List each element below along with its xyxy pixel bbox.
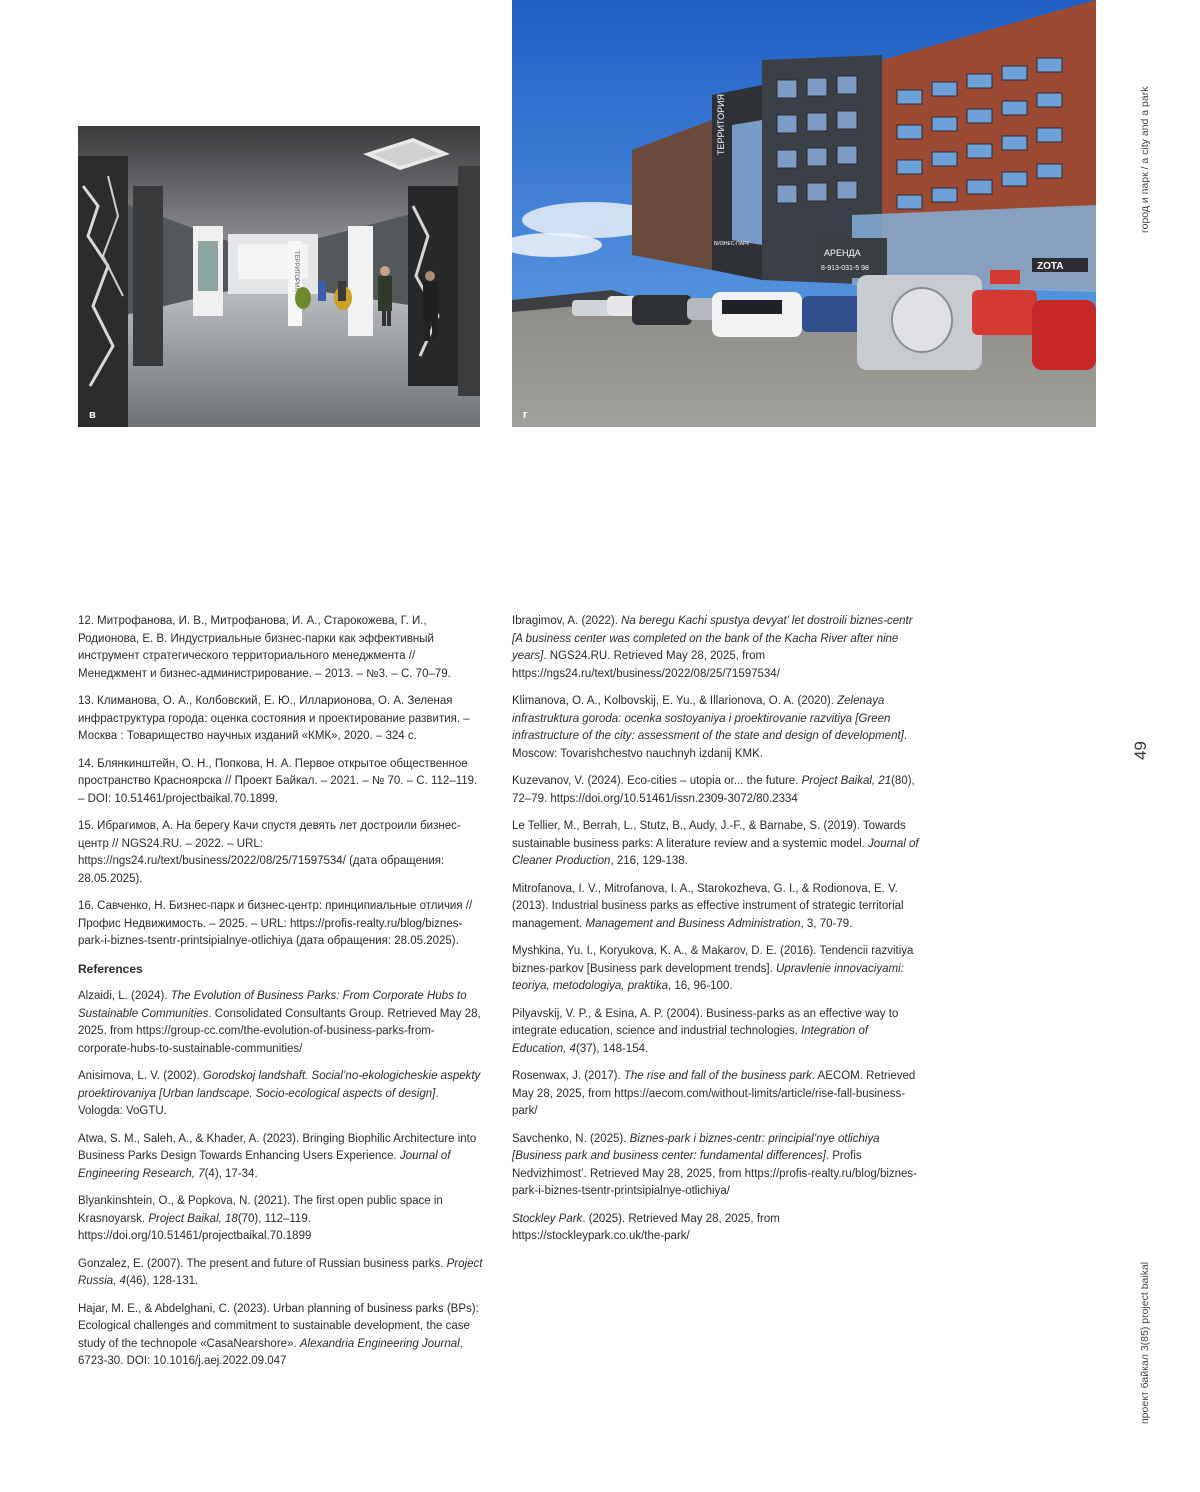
reference-entry [78, 818, 483, 888]
rent-sign: АРЕНДА [824, 248, 861, 258]
references-heading: References [78, 961, 483, 979]
reference-entry [78, 693, 483, 746]
reference-text: 13. Климанова, О. А., Колбовский, Е. Ю., Илларионова, О. А. Зеленая инфраструктура города: оценка состояния и проектирование развития. – Москва : Товарищество научных изданий «КМК», 2020. – 324 с. [78, 695, 470, 742]
reference-entry [512, 1211, 922, 1246]
reference-italic-text: The Evolution of Business Parks: From Corporate Hubs to Sustainable Communities [78, 990, 467, 1020]
building-photo [512, 0, 1096, 427]
phone-number: 8-913-031-5 98 [821, 265, 869, 272]
reference-entry [512, 943, 922, 996]
reference-text: 12. Митрофанова, И. В., Митрофанова, И. А., Старокожева, Г. И., Родионова, Е. В. Индустриальные бизнес-парки как эффективный инструмент стратегического территориального менеджмента // Менеджмент и бизнес-администрирование. – 2013. – №3. – С. 70–79. [78, 615, 451, 680]
reference-italic-text: Project Russia, 4 [78, 1258, 482, 1288]
reference-entry [78, 1193, 483, 1246]
reference-italic-text: Alexandria Engineering Journal [300, 1338, 460, 1350]
reference-text: 14. Блянкинштейн, О. Н., Попкова, Н. А. Первое открытое общественное пространство Красноярска // Проект Байкал. – 2021. – № 70. – С. 112–119. – DOI: 10.51461/projectbaikal.70.1899. [78, 758, 477, 805]
lobby-photo [78, 126, 480, 427]
reference-text: Le Tellier, M., Berrah, L., Stutz, B., Audy, J.-F., & Barnabe, S. (2019). Towards sustainable business parks: A literature review and a systemic model. [512, 820, 906, 850]
reference-text: . Moscow: Tovarishchestvo nauchnyh izdanij KMK. [512, 730, 907, 760]
references-column-right [512, 613, 922, 1256]
reference-text: Ibragimov, A. (2022). [512, 615, 621, 627]
reference-italic-text: The rise and fall of the business park [624, 1070, 812, 1082]
reference-text: Alzaidi, L. (2024). [78, 990, 171, 1002]
reference-italic-text: Zelenaya infrastruktura goroda: ocenka sostoyaniya i proektirovanie razvitiya [Green infrastructure of the city: assessment of the state and design of development] [512, 695, 904, 742]
reference-italic-text: Management and Business Administration [586, 918, 801, 930]
reference-text: Rosenwax, J. (2017). [512, 1070, 624, 1082]
lobby-sign: ТЕРРИТОРИЯ [293, 251, 299, 292]
reference-text: . Consolidated Consultants Group. Retrieved May 28, 2025, from https://group-cc.com/the-evolution-of-business-parks-from-corporate-hubs-to-sustainable-communities/ [78, 1008, 481, 1055]
reference-entry [78, 1301, 483, 1371]
reference-text: Pilyavskij, V. P., & Esina, A. P. (2004). Business-parks as an effective way to integrate education, science and industrial technologies. [512, 1008, 898, 1038]
reference-italic-text: Project Baikal, 18 [148, 1213, 238, 1225]
reference-entry [512, 1068, 922, 1121]
lobby-illustration [78, 126, 480, 427]
reference-entry [78, 988, 483, 1058]
section-label: город и парк / a city and a park [1139, 87, 1151, 233]
reference-text: , 6723-30. DOI: 10.1016/j.aej.2022.09.047 [78, 1338, 463, 1368]
reference-entry [512, 773, 922, 808]
reference-entry [512, 613, 922, 683]
reference-text: , 3, 70-79. [801, 918, 853, 930]
reference-entry [512, 1006, 922, 1059]
reference-entry [78, 1256, 483, 1291]
reference-italic-text: Project Baikal, 21 [802, 775, 892, 787]
reference-italic-text: Biznes-park i biznes-centr: principial’nye otlichiya [Business park and business center: fundamental differences] [512, 1133, 880, 1163]
reference-text: Gonzalez, E. (2007). The present and future of Russian business parks. [78, 1258, 447, 1270]
reference-text: Hajar, M. E., & Abdelghani, C. (2023). Urban planning of business parks (BPs): Ecological challenges and commitment to sustainable development, the case study of the technopole «CasaNearshore». [78, 1303, 479, 1350]
reference-text: Savchenko, N. (2025). [512, 1133, 630, 1145]
references-ru-list [78, 613, 483, 951]
reference-italic-text: Integration of Education, 4 [512, 1025, 868, 1055]
reference-text: Atwa, S. M., Saleh, A., & Khader, A. (2023). Bringing Biophilic Architecture into Business Parks Design Towards Enhancing Users Experience. [78, 1133, 476, 1163]
reference-text: . (2025). Retrieved May 28, 2025, from https://stockleypark.co.uk/the-park/ [512, 1213, 780, 1243]
reference-text: Mitrofanova, I. V., Mitrofanova, I. A., Starokozheva, G. I., & Rodionova, E. V. (2013). Industrial business parks as effective instrument of strategic territorial management. [512, 883, 904, 930]
reference-entry [78, 1131, 483, 1184]
facade-sign: ТЕРРИТОРИЯ [716, 94, 726, 155]
reference-text: (70), 112–119. https://doi.org/10.51461/projectbaikal.70.1899 [78, 1213, 311, 1243]
reference-entry [512, 818, 922, 871]
reference-text: (37), 148-154. [576, 1043, 648, 1055]
journal-label: проект байкал 3(85) project baikal [1139, 1262, 1151, 1424]
reference-italic-text: Upravlenie innovaciyami: teoriya, metodologiya, praktika [512, 963, 904, 993]
facade-subsign: БИЗНЕС-ПАРК [714, 241, 749, 247]
reference-entry [78, 613, 483, 683]
references-en-list-continued [512, 613, 922, 1246]
reference-text: (4), 17-34. [205, 1168, 258, 1180]
reference-entry [512, 693, 922, 763]
reference-italic-text: Stockley Park [512, 1213, 582, 1225]
reference-text: . Vologda: VoGTU. [78, 1088, 439, 1118]
reference-text: 16. Савченко, Н. Бизнес-парк и бизнес-центр: принципиальные отличия // Профис Недвижимость. – 2025. – URL: https://profis-realty.ru/blog/biznes-park-i-biznes-tsentr-printsipialnye-otlichiya (дата обращения: 28.05.2025). [78, 900, 472, 947]
reference-text: , 216, 129-138. [610, 855, 687, 867]
references-en-list [78, 988, 483, 1371]
reference-text: Blyankinshtein, O., & Popkova, N. (2021). The first open public space in Krasnoyarsk. [78, 1195, 443, 1225]
reference-text: (46), 128-131. [126, 1275, 198, 1287]
reference-entry [512, 881, 922, 934]
reference-text: . AECOM. Retrieved May 28, 2025, from https://aecom.com/without-limits/article/rise-fall-business-park/ [512, 1070, 915, 1117]
reference-text: 15. Ибрагимов, А. На берегу Качи спустя девять лет достроили бизнес-центр // NGS24.RU. – 2022. – URL: https://ngs24.ru/text/business/2022/08/25/71597534/ (дата обращения: 28.05.2025). [78, 820, 461, 885]
reference-text: Anisimova, L. V. (2002). [78, 1070, 203, 1082]
reference-italic-text: Journal of Cleaner Production [512, 838, 919, 868]
reference-text: (80), 72–79. https://doi.org/10.51461/issn.2309-3072/80.2334 [512, 775, 915, 805]
references-column-left [78, 613, 483, 1381]
reference-entry [78, 898, 483, 951]
reference-italic-text: Gorodskoj landshaft. Social’no-ekologicheskie aspekty proektirovaniya [Urban landscape. Socio-ecological aspects of design] [78, 1070, 480, 1100]
reference-text: , 16, 96-100. [668, 980, 733, 992]
reference-entry [78, 756, 483, 809]
reference-text: Kuzevanov, V. (2024). Eco-cities – utopia or... the future. [512, 775, 802, 787]
page-number: 49 [1131, 741, 1151, 760]
reference-text: . Profis Nedvizhimost’. Retrieved May 28, 2025, from https://profis-realty.ru/blog/biznes-park-i-biznes-tsentr-printsipialnye-otlichiya/ [512, 1150, 917, 1197]
reference-italic-text: Na beregu Kachi spustya devyat’ let dostroili biznes-centr [A business center was completed on the bank of the Kacha River after nine years] [512, 615, 913, 662]
reference-entry [78, 1068, 483, 1121]
photo-label: г [523, 409, 528, 421]
building-illustration [512, 0, 1096, 427]
reference-entry [512, 1131, 922, 1201]
reference-text: . NGS24.RU. Retrieved May 28, 2025, from https://ngs24.ru/text/business/2022/08/25/71597534/ [512, 650, 780, 680]
brand-sign: ZOTA [1037, 261, 1063, 272]
reference-italic-text: Journal of Engineering Research, 7 [78, 1150, 450, 1180]
reference-text: Klimanova, O. A., Kolbovskij, E. Yu., & Illarionova, O. A. (2020). [512, 695, 837, 707]
photo-label: в [89, 409, 96, 421]
reference-text: Myshkina, Yu. I., Koryukova, K. A., & Makarov, D. E. (2016). Tendencii razvitiya biznes-parkov [Business park development trends]. [512, 945, 913, 975]
